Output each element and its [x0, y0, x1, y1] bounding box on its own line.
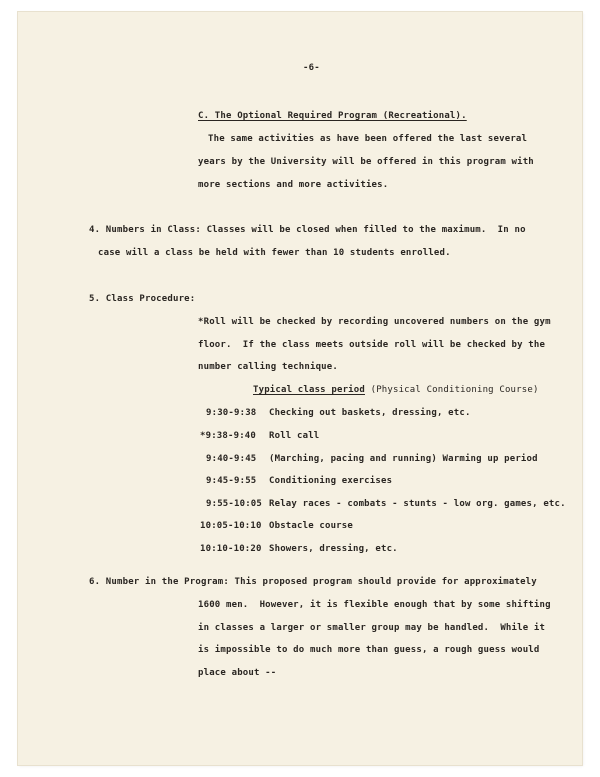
period-heading: [253, 385, 539, 396]
schedule-activity: Showers, dressing, etc.: [269, 544, 398, 554]
schedule-time: 10:10-10:20: [200, 544, 262, 554]
item4-line-2: case will a class be held with fewer than 10 students enrolled.: [98, 248, 451, 258]
item5-line-1: *Roll will be checked by recording uncovered numbers on the gym: [198, 317, 551, 327]
item6-line-5: place about --: [198, 668, 277, 678]
schedule-time: 9:55-10:05: [206, 499, 262, 509]
schedule-time: 9:30-9:38: [206, 408, 257, 418]
section-c-line-2: years by the University will be offered in this program with: [198, 157, 534, 167]
page-number: -6-: [303, 63, 320, 73]
item6-line-1: 6. Number in the Program: This proposed program should provide for approximately: [89, 577, 537, 587]
period-subtitle: (Physical Conditioning Course): [370, 385, 539, 395]
schedule-activity: Roll call: [269, 431, 320, 441]
item6-line-4: is impossible to do much more than guess, a rough guess would: [198, 645, 540, 655]
item5-line-3: number calling technique.: [198, 362, 338, 372]
section-c-line-3: more sections and more activities.: [198, 180, 389, 190]
schedule-time: *9:38-9:40: [200, 431, 256, 441]
item6-line-2: 1600 men. However, it is flexible enough that by some shifting: [198, 600, 551, 610]
schedule-activity: Relay races - combats - stunts - low org. games, etc.: [269, 499, 566, 509]
schedule-activity: Checking out baskets, dressing, etc.: [269, 408, 471, 418]
schedule-time: 9:45-9:55: [206, 476, 257, 486]
section-c-heading: C. The Optional Required Program (Recreational).: [198, 111, 467, 121]
document-page: [18, 12, 582, 765]
schedule-activity: (Marching, pacing and running) Warming up period: [269, 454, 538, 464]
item6-line-3: in classes a larger or smaller group may be handled. While it: [198, 623, 546, 633]
item5-line-2: floor. If the class meets outside roll will be checked by the: [198, 340, 546, 350]
schedule-activity: Obstacle course: [269, 521, 353, 531]
schedule-time: 10:05-10:10: [200, 521, 262, 531]
item5-heading: 5. Class Procedure:: [89, 294, 196, 304]
schedule-activity: Conditioning exercises: [269, 476, 393, 486]
item4-line-1: 4. Numbers in Class: Classes will be closed when filled to the maximum. In no: [89, 225, 526, 235]
schedule-time: 9:40-9:45: [206, 454, 257, 464]
section-c-line-1: The same activities as have been offered the last several: [208, 134, 528, 144]
period-title: Typical class period: [253, 385, 365, 395]
